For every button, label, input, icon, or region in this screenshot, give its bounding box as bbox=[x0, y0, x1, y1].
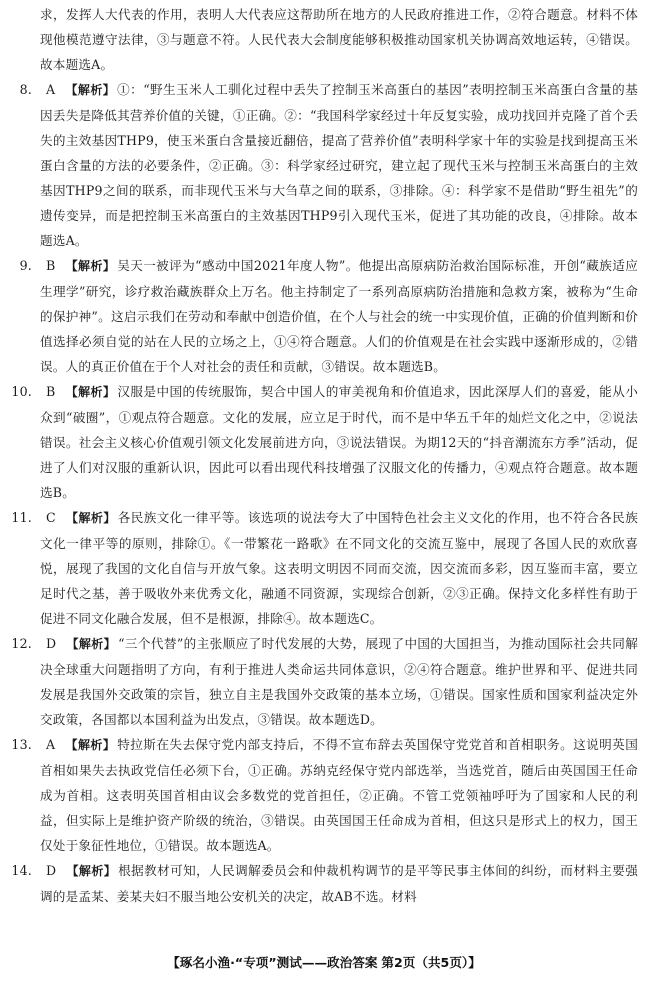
analysis-tag: 【解析】 bbox=[66, 637, 117, 651]
answer-letter: C bbox=[46, 510, 56, 525]
question-number: 10. bbox=[11, 384, 32, 399]
answer-letter: B bbox=[46, 258, 56, 273]
question-number: 8. bbox=[19, 82, 32, 97]
analysis-text: 吴天一被评为“感动中国2021年度人物”。他提出高原病防治救治国际标准，开创“藏族适应生理学”研究，诊疗救治藏族群众上万名。他主持制定了一系列高原病防治措施和急救方案，被称为“生命的保护神”。这启示我们在劳动和奉献中创造价值，在个人与社会的统一中实现价值，正确的价值判断和价值选择必须自觉的站在人民的立场之上，①④符合题意。人们的价值观是在社会实践中逐渐形成的，②错误。人的真正价值在于个人对社会的责任和贡献，③错误。故本题选B。 bbox=[40, 258, 638, 374]
analysis-text: 根据教材可知，人民调解委员会和仲裁机构调节的是平等民事主体间的纠纷，而材料主要强调的是孟某、姜某夫妇不服当地公安机关的决定，故AB不选。材料 bbox=[40, 863, 638, 904]
analysis-text: 各民族文化一律平等。该选项的说法夸大了中国特色社会主义文化的作用，也不符合各民族文化一律平等的原则，排除①。《一带繁花一路歌》在不同文化的交流互鉴中，展现了各国人民的欢欣喜悦，展现了我国的文化自信与开放气象。这表明文明因不同而交流，因交流而多彩，因互鉴而丰富，要立足时代之基，善于吸收外来优秀文化，融通不同资源，实现综合创新，②③正确。保持文化多样性有助于促进不同文化融合发展，但不是根源，排除④。故本题选C。 bbox=[40, 510, 638, 626]
question-number: 9. bbox=[19, 258, 32, 273]
analysis-tag: 【解析】 bbox=[65, 385, 116, 399]
question-number: 14. bbox=[11, 863, 32, 878]
question-number: 11. bbox=[11, 510, 32, 525]
analysis-text: 特拉斯在失去保守党内部支持后，不得不宣布辞去英国保守党党首和首相职务。这说明英国首相如果失去执政党信任必须下台，①正确。苏纳克经保守党内部选举，当选党首，随后由英国国王任命成为首相。这表明英国首相由议会多数党的党首担任，②正确。不管工党领袖呼吁为了国家和人民的利益，但实际上是维护资产阶级的统治，③错误。由英国国王任命成为首相，但这只是形式上的权力，国王仅处于象征性地位，①错误。故本题选A。 bbox=[40, 737, 638, 853]
answer-letter: D bbox=[46, 863, 57, 878]
answer-item bbox=[10, 77, 638, 253]
question-number: 12. bbox=[11, 636, 32, 651]
answer-letter: A bbox=[46, 82, 56, 97]
analysis-tag: 【解析】 bbox=[65, 511, 116, 525]
footer-page-number: 第2页（共5页）】 bbox=[381, 955, 481, 970]
analysis-text: 汉服是中国的传统服饰，契合中国人的审美视角和价值追求，因此深厚人们的喜爱，能从小众到“破圈”，①观点符合题意。文化的发展，应立足于时代，而不是中华五千年的灿烂文化之中，②说法错误。社会主义核心价值观引领文化发展前进方向，③说法错误。为期12天的“抖音潮流东方季”活动，促进了人们对汉服的重新认识，因此可以看出现代科技增强了汉服文化的传播力，④观点符合题意。故本题选B。 bbox=[40, 384, 638, 500]
answer-item bbox=[10, 253, 638, 379]
analysis-text: ①：“野生玉米人工驯化过程中丢失了控制玉米高蛋白的基因”表明控制玉米高蛋白含量的基因丢失是降低其营养价值的关键，①正确。②：“我国科学家经过十年反复实验，成功找回并克隆了首个丢失的主效基因THP9，使玉米蛋白含量接近翻倍，提高了营养价值”表明科学家十年的实验是找到提高玉米蛋白含量的方法的必要条件，②正确。③：科学家经过研究，建立起了现代玉米与控制玉米高蛋白的主效基因THP9之间的联系，而非现代玉米与大刍草之间的联系，③排除。④：科学家不是借助“野生祖先”的遗传变异，而是把控制玉米高蛋白的主效基因THP9引入现代玉米，促进了其功能的改良，④排除。故本题选A。 bbox=[40, 82, 638, 248]
answer-list bbox=[10, 77, 638, 909]
answer-item bbox=[10, 732, 638, 858]
answer-item bbox=[10, 858, 638, 909]
analysis-tag: 【解析】 bbox=[65, 83, 116, 97]
analysis-tag: 【解析】 bbox=[65, 259, 116, 273]
answer-item bbox=[10, 631, 638, 732]
analysis-tag: 【解析】 bbox=[65, 738, 116, 752]
question-number: 13. bbox=[11, 737, 32, 752]
analysis-text: “三个代替”的主张顺应了时代发展的大势，展现了中国的大国担当，为推动国际社会共同解决全球重大问题指明了方向，有利于推进人类命运共同体意识，②④符合题意。维护世界和平、促进共同发展是我国外交政策的宗旨，独立自主是我国外交政策的基本立场，①错误。国家性质和国家利益决定外交政策，各国都以本国利益为出发点，③错误。故本题选D。 bbox=[40, 636, 638, 727]
answer-text-column bbox=[10, 2, 638, 909]
analysis-tag: 【解析】 bbox=[66, 864, 117, 878]
answer-item bbox=[10, 379, 638, 505]
page-footer bbox=[0, 954, 648, 972]
answer-letter: D bbox=[46, 636, 57, 651]
answer-letter: A bbox=[46, 737, 56, 752]
previous-answer-continuation: 求，发挥人大代表的作用，表明人大代表应这帮助所在地方的人民政府推进工作，②符合题意。材料不体现他模范遵守法律，③与题意不符。人民代表大会制度能够积极推动国家机关协调高效地运转，④错误。故本题选A。 bbox=[40, 7, 638, 72]
answer-item bbox=[10, 505, 638, 631]
footer-series-title: 【琢名小渔·“专项”测试——政治答案 bbox=[167, 955, 378, 970]
answer-letter: B bbox=[46, 384, 56, 399]
